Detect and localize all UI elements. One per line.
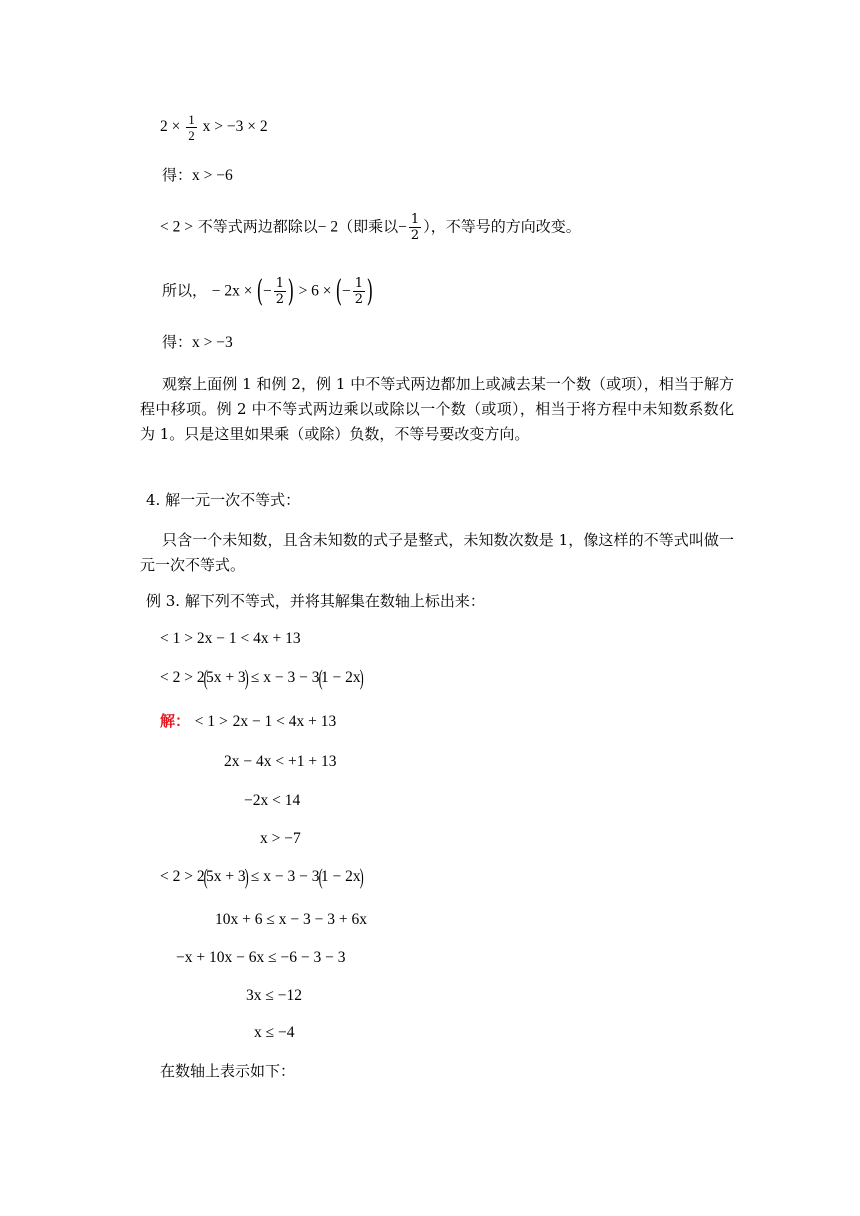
paragraph-definition: 只含一个未知数，且含未知数的式子是整式，未知数次数是 1，像这样的不等式叫做一元一次不等式。 xyxy=(140,531,734,574)
paragraph-observe: 观察上面例 1 和例 2，例 1 中不等式两边都加上或减去某一个数（或项），相当于解方程中移项。例 2 中不等式两边乘以或除以一个数（或项），相当于将方程中未知数系数化为 1。只是这里如果乘（或除）负数，不等号要改变方向。 xyxy=(140,375,734,443)
problem-2: < 2 > 2(5x + 3) ≤ x − 3 − 3(1 − 2x) xyxy=(160,665,364,691)
fraction-half: $\frac{1}{2}$ xyxy=(354,276,364,307)
step-2-1: 10x + 6 ≤ x − 3 − 3 + 6x xyxy=(215,911,367,928)
result-1: 得：x > −6 xyxy=(162,166,233,184)
step-1-2: −2x < 14 xyxy=(244,792,301,809)
problem-1: < 1 > 2x − 1 < 4x + 13 xyxy=(160,630,301,647)
step-1-1: 2x − 4x < +1 + 13 xyxy=(224,753,337,770)
solution-label: 解： xyxy=(160,712,191,730)
solution-2-head: < 2 > 2(5x + 3) ≤ x − 3 − 3(1 − 2x) xyxy=(160,864,364,890)
step-2-3: 3x ≤ −12 xyxy=(246,987,302,1004)
step-2-4: x ≤ −4 xyxy=(254,1024,295,1041)
number-line-caption: 在数轴上表示如下： xyxy=(160,1062,296,1080)
fraction-half: $\frac{1}{2}$ xyxy=(410,212,420,243)
equation-multiply: 2 × $\frac{1}{2}$ x > −3 × 2 xyxy=(160,112,268,143)
solution-label-line: 解： < 1 > 2x − 1 < 4x + 13 xyxy=(160,712,337,730)
example-3-heading: 例 3. 解下列不等式，并将其解集在数轴上标出来： xyxy=(146,592,485,610)
section-heading-4: 4. 解一元一次不等式： xyxy=(146,491,301,509)
step-2-2: −x + 10x − 6x ≤ −6 − 3 − 3 xyxy=(176,949,346,966)
note-divide: < 2 > 不等式两边都除以− 2（即乘以− $\frac{1}{2}$ ），不等号的方向改变。 xyxy=(160,212,581,243)
fraction-half: $\frac{1}{2}$ xyxy=(188,112,195,143)
fraction-half: $\frac{1}{2}$ xyxy=(275,276,285,307)
result-2: 得：x > −3 xyxy=(162,333,233,351)
equation-so: 所以， − 2x × (− $\frac{1}{2}$ ) > 6 × (− $\frac{1}{2}$ ) xyxy=(162,273,374,309)
step-1-3: x > −7 xyxy=(260,830,301,847)
